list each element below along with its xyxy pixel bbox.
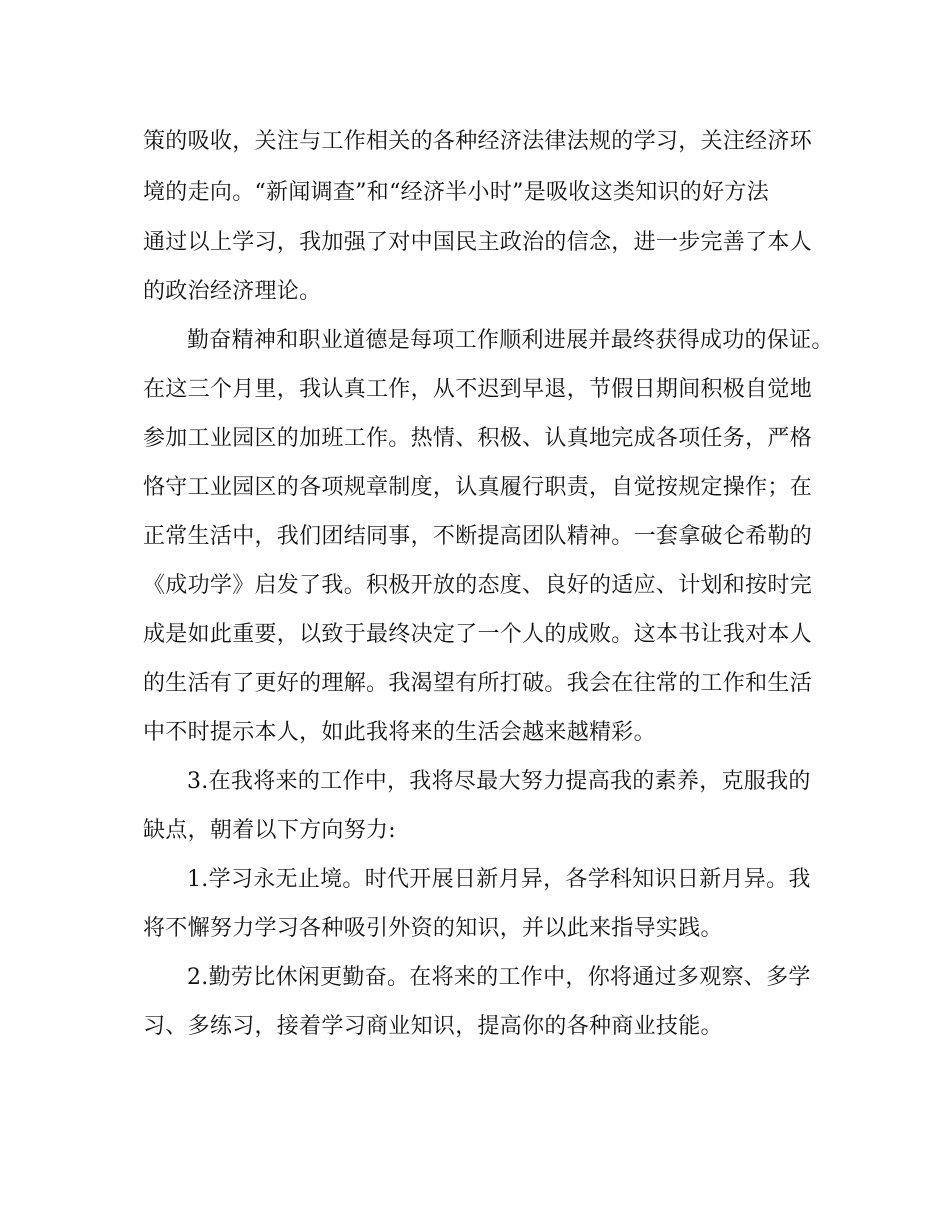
text-line: 境的走向。“新闻调查”和“经济半小时”是吸收这类知识的好方法 bbox=[143, 180, 769, 205]
paragraph-first-line: 1.学习永无止境。时代开展日新月异，各学科知识日新月异。我 bbox=[187, 867, 811, 892]
text-line: 的生活有了更好的理解。我渴望有所打破。我会在往常的工作和生活 bbox=[143, 671, 813, 696]
text-line: 缺点，朝着以下方向努力: bbox=[143, 818, 397, 843]
text-line: 在这三个月里，我认真工作，从不迟到早退，节假日期间积极自觉地 bbox=[143, 377, 813, 402]
text-line: 参加工业园区的加班工作。热情、积极、认真地完成各项任务，严格 bbox=[143, 426, 813, 451]
text-line: 的政治经济理论。 bbox=[143, 279, 322, 304]
paragraph-first-line: 勤奋精神和职业道德是每项工作顺利进展并最终获得成功的保证。 bbox=[187, 328, 834, 353]
text-line: 将不懈努力学习各种吸引外资的知识，并以此来指导实践。 bbox=[143, 916, 723, 941]
text-line: 习、多练习，接着学习商业知识，提高你的各种商业技能。 bbox=[143, 1014, 723, 1039]
text-line: 策的吸收，关注与工作相关的各种经济法律法规的学习，关注经济环 bbox=[143, 129, 813, 154]
text-line: 正常生活中，我们团结同事，不断提高团队精神。一套拿破仑希勒的 bbox=[143, 524, 813, 549]
text-line: 恪守工业园区的各项规章制度，认真履行职责，自觉按规定操作；在 bbox=[143, 475, 813, 500]
paragraph-first-line: 2.勤劳比休闲更勤奋。在将来的工作中，你将通过多观察、多学 bbox=[187, 965, 811, 990]
paragraph-first-line: 3.在我将来的工作中，我将尽最大努力提高我的素养，克服我的 bbox=[187, 769, 811, 794]
text-line: 通过以上学习，我加强了对中国民主政治的信念，进一步完善了本人 bbox=[143, 230, 813, 255]
text-line: 中不时提示本人，如此我将来的生活会越来越精彩。 bbox=[143, 720, 656, 745]
text-line: 成是如此重要，以致于最终决定了一个人的成败。这本书让我对本人 bbox=[143, 622, 813, 647]
text-line: 《成功学》启发了我。积极开放的态度、良好的适应、计划和按时完 bbox=[143, 573, 813, 598]
